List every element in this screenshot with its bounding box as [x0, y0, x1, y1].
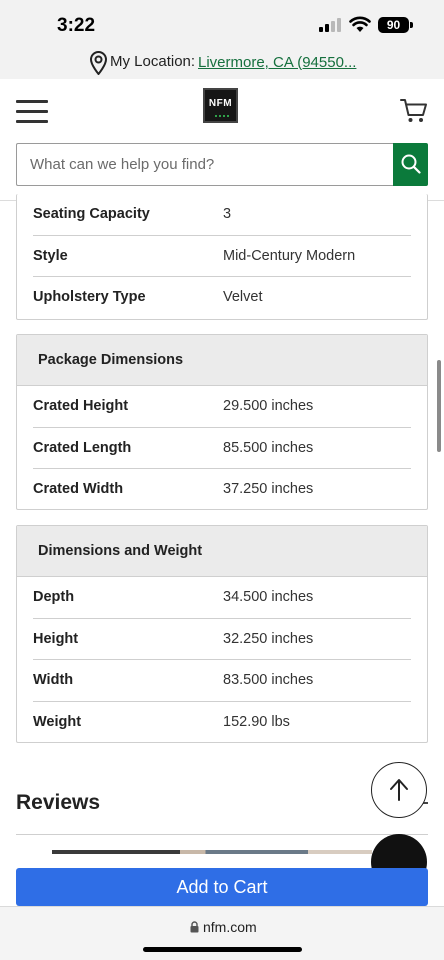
scrollbar[interactable] [437, 360, 441, 452]
spec-row [33, 577, 411, 619]
spec-name: Crated Width [33, 481, 124, 497]
status-bar [0, 0, 444, 48]
spec-name: Crated Height [33, 398, 129, 414]
spec-value: Velvet [223, 289, 263, 305]
spec-row [33, 428, 411, 470]
spec-name: Crated Length [33, 439, 132, 456]
dimensions-weight-card [16, 525, 428, 743]
browser-address-bar[interactable] [0, 906, 444, 960]
reviews-title: Reviews [16, 791, 101, 814]
location-bar[interactable] [0, 48, 444, 79]
location-label: My Location: [110, 53, 196, 70]
section-header: Package Dimensions [17, 335, 427, 386]
spec-row [33, 619, 411, 661]
add-to-cart-button[interactable]: Add to Cart [16, 868, 428, 906]
spec-value: 37.250 inches [223, 481, 314, 497]
review-image-strip[interactable] [52, 850, 372, 854]
site-header [0, 79, 444, 143]
spec-name: Weight [33, 713, 82, 730]
logo-dots [215, 115, 229, 117]
spec-name: Seating Capacity [33, 206, 150, 222]
spec-value: Mid-Century Modern [223, 247, 356, 264]
search-button[interactable] [393, 143, 428, 186]
battery-indicator: 90 [378, 17, 409, 33]
spec-name: Upholstery Type [33, 289, 146, 305]
spec-name: Depth [33, 589, 75, 605]
spec-value: 32.250 inches [223, 630, 314, 647]
menu-icon[interactable] [16, 100, 48, 124]
spec-name: Height [33, 630, 79, 647]
package-dimensions-card [16, 334, 428, 510]
cellular-signal-icon [319, 18, 343, 32]
spec-value: 3 [223, 206, 232, 222]
spec-value: 83.500 inches [223, 672, 314, 688]
spec-row [33, 702, 411, 744]
spec-value: 85.500 inches [223, 439, 314, 456]
lock-icon [190, 921, 199, 933]
spec-row [33, 277, 411, 319]
spec-name: Width [33, 672, 74, 688]
spec-row [33, 386, 411, 428]
search-bar [16, 143, 428, 186]
search-input[interactable] [16, 143, 394, 186]
location-link[interactable]: Livermore, CA (94550... [198, 54, 357, 71]
status-time: 3:22 [57, 15, 96, 36]
nfm-logo[interactable] [203, 88, 238, 123]
spec-name: Style [33, 247, 68, 264]
spec-row [33, 469, 411, 511]
logo-text: NFM [208, 98, 233, 109]
spec-value: 152.90 lbs [223, 713, 290, 730]
spec-row [33, 194, 411, 236]
spec-row [33, 236, 411, 278]
location-pin-icon [90, 51, 107, 75]
reviews-divider [16, 834, 428, 835]
back-to-top-button[interactable] [371, 762, 427, 818]
wifi-icon [349, 15, 371, 33]
spec-row [33, 660, 411, 702]
spec-value: 29.500 inches [223, 398, 314, 414]
search-icon [401, 154, 421, 174]
cart-icon[interactable] [400, 98, 428, 124]
home-indicator [143, 947, 302, 952]
specs-card [16, 194, 428, 320]
url-text[interactable]: nfm.com [203, 919, 257, 935]
spec-value: 34.500 inches [223, 589, 314, 605]
battery-tip [410, 22, 413, 28]
section-header: Dimensions and Weight [17, 526, 427, 577]
arrow-up-icon [389, 778, 409, 802]
